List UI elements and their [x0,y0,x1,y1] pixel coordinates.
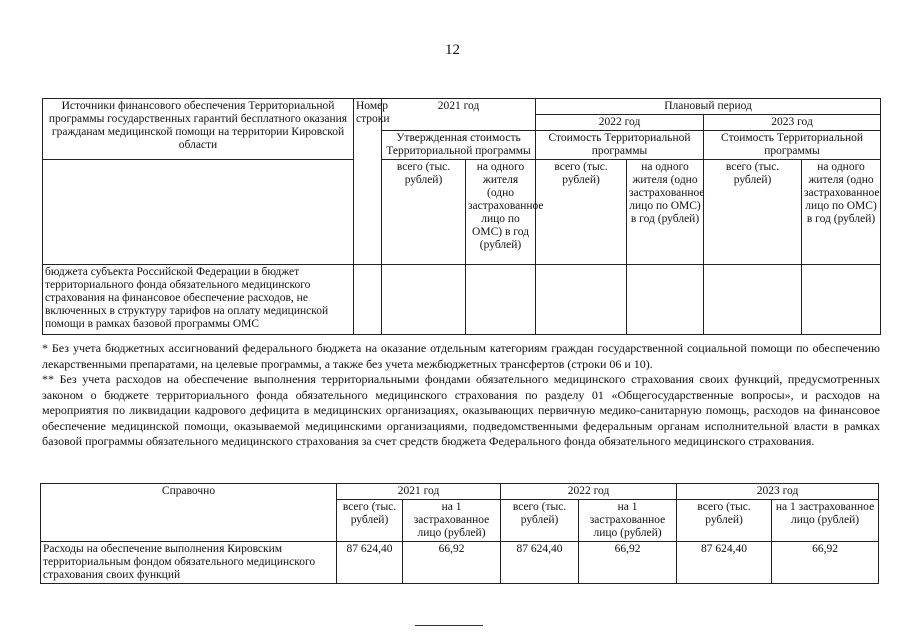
cell-empty [466,265,536,335]
ref-value-total-2021: 87 624,40 [337,542,403,584]
cell-empty [802,265,881,335]
header-total-2021: всего (тыс. рублей) [382,160,466,265]
footnote-2: ** Без учета расходов на обеспечение выполнения территориальными фондами обязательного медицинского страхования своих функций, предусмотренных законом о бюджете территориального фонда обязательного медицинского страхования по разделу 01 «Общегосударственные вопросы», и расходов на мероприятия по ликвидации кадрового дефицита в медицинских организациях, оказывающих первичную медико-санитарную помощь, расходов на финансовое обеспечение медицинской помощи, оказываемой медицинскими организациями, подведомственными федеральным органам исполнительной власти в рамках базовой программы обязательного медицинского страхования за счет средств бюджета Федерального фонда обязательного медицинского страхования. [42,372,880,448]
header-2021: 2021 год [382,99,536,131]
header-plan-period: Плановый период [536,99,881,115]
header-cost-2022: Стоимость Территориальной программы [536,131,704,160]
cell-empty [627,265,704,335]
ref-header-per-2021: на 1 застрахованное лицо (рублей) [403,500,501,542]
ref-value-total-2023: 87 624,40 [677,542,772,584]
header-source: Источники финансового обеспечения Территориальной программы государственных гарантий бесплатного оказания гражданам медицинской помощи на территории Кировской области [43,99,354,160]
ref-header-per-2023: на 1 застрахованное лицо (рублей) [772,500,879,542]
header-per-person-2022: на одного жителя (одно застрахованное лицо по ОМС) в год (рублей) [627,160,704,265]
header-total-2023: всего (тыс. рублей) [704,160,802,265]
header-per-person-2023: на одного жителя (одно застрахованное лицо по ОМС) в год (рублей) [802,160,881,265]
bottom-divider [415,625,483,626]
header-per-person-2021: на одного жителя (одно застрахованное лицо по ОМС) в год (рублей) [466,160,536,265]
footnotes [42,341,880,450]
ref-header-total-2021: всего (тыс. рублей) [337,500,403,542]
ref-header-total-2022: всего (тыс. рублей) [501,500,579,542]
header-2022: 2022 год [536,115,704,131]
header-total-2022: всего (тыс. рублей) [536,160,627,265]
header-blank [43,160,354,265]
ref-row-label: Расходы на обеспечение выполнения Кировским территориальным фондом обязательного медицинского страхования своих функций [41,542,337,584]
cell-empty [536,265,627,335]
header-reference: Справочно [41,484,337,542]
header-2023: 2023 год [704,115,881,131]
footnote-1: * Без учета бюджетных ассигнований федерального бюджета на оказание отдельным категориям граждан государственной социальной помощи по обеспечению лекарственными препаратами, на целевые программы, а также без учета межбюджетных трансфертов (строки 06 и 10). [42,341,880,371]
cell-empty [704,265,802,335]
ref-value-per-2021: 66,92 [403,542,501,584]
page-number: 12 [445,42,460,58]
header-approved-cost: Утвержденная стоимость Территориальной программы [382,131,536,160]
ref-header-2022: 2022 год [501,484,677,500]
cell-empty [382,265,466,335]
header-line-number: Номер строки [354,99,382,265]
ref-header-total-2023: всего (тыс. рублей) [677,500,772,542]
cell-empty [354,265,382,335]
ref-value-total-2022: 87 624,40 [501,542,579,584]
header-cost-2023: Стоимость Территориальной программы [704,131,881,160]
reference-table [40,483,879,584]
ref-value-per-2022: 66,92 [579,542,677,584]
row-label: бюджета субъекта Российской Федерации в бюджет территориального фонда обязательного медицинского страхования на финансовое обеспечение расходов, не включенных в структуру тарифов на оплату медицинской помощи в рамках базовой программы ОМС [43,265,354,335]
ref-header-2023: 2023 год [677,484,879,500]
financing-sources-table [42,98,881,335]
ref-header-2021: 2021 год [337,484,501,500]
ref-value-per-2023: 66,92 [772,542,879,584]
ref-header-per-2022: на 1 застрахованное лицо (рублей) [579,500,677,542]
